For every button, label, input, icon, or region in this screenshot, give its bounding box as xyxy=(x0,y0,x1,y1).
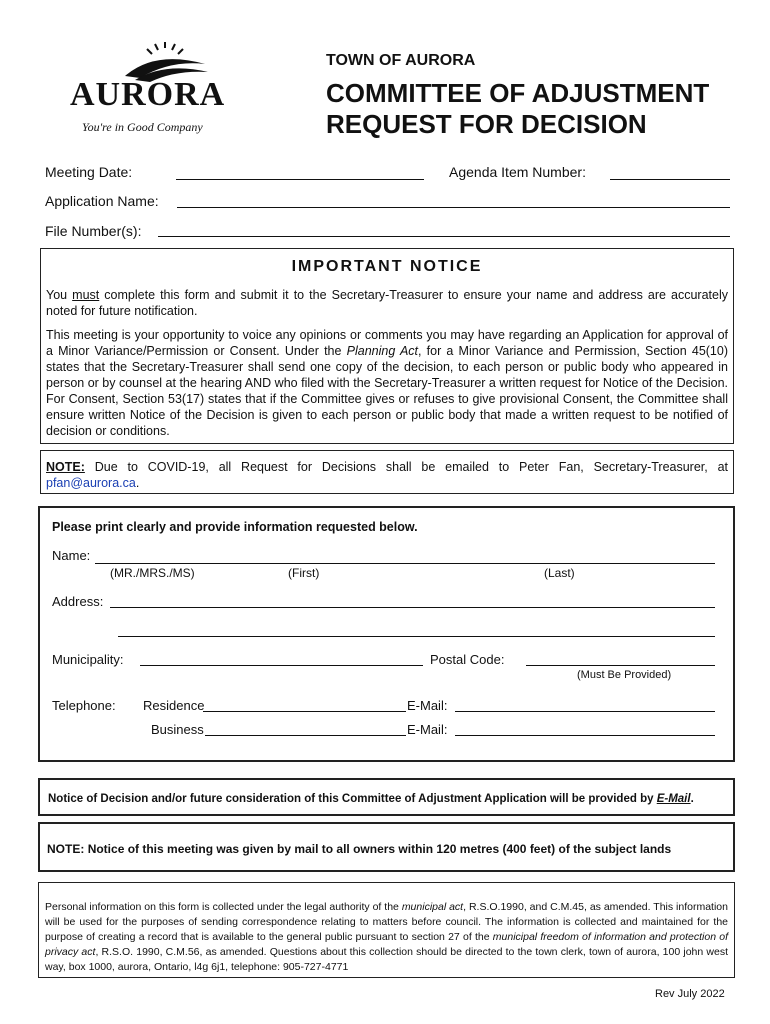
p1-must: must xyxy=(72,288,100,302)
privacy-statement xyxy=(45,900,728,975)
title-line-2: REQUEST FOR DECISION xyxy=(326,109,647,139)
address-field-2[interactable] xyxy=(118,636,715,637)
covid-note xyxy=(46,459,728,491)
first-hint: (First) xyxy=(288,566,320,580)
application-name-field[interactable] xyxy=(177,207,730,208)
mail-note-label: NOTE: xyxy=(47,842,85,856)
residence-phone-field[interactable] xyxy=(203,711,406,712)
privacy-text-c: , R.S.O. 1990, C.M.56, as amended. Questions about this collection should be directed to the town clerk, town of aurora, 100 john west way, box 1000, aurora, Ontario, l4g 6j1, telephone: 905-727-4771 xyxy=(45,946,728,973)
covid-note-end: . xyxy=(135,476,140,490)
email-field-1[interactable] xyxy=(455,711,715,712)
email-label-2: E-Mail: xyxy=(407,722,448,737)
logo-wordmark: AURORA xyxy=(70,76,226,113)
p2-text: This meeting is your opportunity to voice any opinions or comments you may have regarding an Application for approval of a Minor Variance/Permission or Consent. Under the xyxy=(46,328,728,358)
file-numbers-label: File Number(s): xyxy=(45,223,142,239)
covid-note-label: NOTE: xyxy=(46,460,85,474)
municipality-field[interactable] xyxy=(140,665,423,666)
planning-act: Planning Act xyxy=(346,344,419,358)
p1-text: You xyxy=(46,288,73,302)
logo-tagline: You're in Good Company xyxy=(82,120,203,134)
covid-note-text: Due to COVID-19, all Request for Decisions shall be emailed to Peter Fan, Secretary-Treasurer, at xyxy=(84,460,728,474)
meeting-date-field[interactable] xyxy=(176,179,424,180)
postal-code-field[interactable] xyxy=(526,665,715,666)
address-label: Address: xyxy=(52,594,104,609)
decision-notice-end: . xyxy=(690,793,694,805)
p2-text-rest: , for a Minor Variance and Permission, Section 45(10) states that the Secretary-Treasurer shall send one copy of the decision, to each person or public body who appeared in person or by counsel at the hearing AND who filed with the Secretary-Treasurer a written request for Notice of the Decision. For Consent, Section 53(17) states that if the Committee gives or refuses to give provisional Consent, the Committee shall ensure written Notice of the Decision is given to each person or public body that made a written request to be notified of decision or conditions. xyxy=(46,344,728,438)
email-link[interactable]: pfan@aurora.ca xyxy=(46,476,136,490)
decision-notice-text: Notice of Decision and/or future consideration of this Committee of Adjustment Application will be provided by xyxy=(48,793,657,805)
mail-note-text: Notice of this meeting was given by mail to all owners within 120 metres (400 feet) of the subject lands xyxy=(87,842,672,856)
name-label: Name: xyxy=(52,548,91,563)
mail-note xyxy=(47,842,671,856)
agenda-item-field[interactable] xyxy=(610,179,730,180)
mfippa-act: municipal freedom of information and protection of privacy act xyxy=(45,931,728,958)
email-label-1: E-Mail: xyxy=(407,698,448,713)
telephone-label: Telephone: xyxy=(52,698,116,713)
p1-text-rest: complete this form and submit it to the Secretary-Treasurer to ensure your name and address are accurately noted for future notification. xyxy=(46,288,728,318)
notice-paragraph-1 xyxy=(46,287,728,319)
postal-code-label: Postal Code: xyxy=(430,652,505,667)
privacy-text-a: Personal information on this form is collected under the legal authority of the xyxy=(45,901,402,913)
privacy-text-b: , R.S.O.1990, and C.M.45, as amended. This information will be used for the purposes of sending correspondence relating to matters before council. The information is collected and maintained for the purpose of creating a record that is available to the general public pursuant to section 27 of the xyxy=(45,901,728,943)
file-numbers-field[interactable] xyxy=(158,236,730,237)
page-title xyxy=(326,78,709,140)
meeting-date-label: Meeting Date: xyxy=(45,164,133,180)
business-label: Business xyxy=(151,722,204,737)
application-name-label: Application Name: xyxy=(45,193,159,209)
decision-notice xyxy=(48,793,694,805)
info-form-box xyxy=(38,506,735,762)
agenda-item-label: Agenda Item Number: xyxy=(449,164,586,180)
important-notice-title: IMPORTANT NOTICE xyxy=(291,258,483,275)
business-phone-field[interactable] xyxy=(205,735,406,736)
revision-date: Rev July 2022 xyxy=(655,988,725,1000)
address-field-1[interactable] xyxy=(110,607,715,608)
name-field[interactable] xyxy=(95,563,715,564)
form-instruction: Please print clearly and provide information requested below. xyxy=(52,520,418,534)
aurora-logo xyxy=(60,42,240,142)
last-hint: (Last) xyxy=(544,566,575,580)
email-field-2[interactable] xyxy=(455,735,715,736)
notice-paragraph-2 xyxy=(46,327,728,439)
decision-notice-email: E-Mail xyxy=(656,793,691,805)
town-name: TOWN OF AURORA xyxy=(326,52,476,69)
residence-label: Residence xyxy=(143,698,205,713)
must-be-provided-hint: (Must Be Provided) xyxy=(577,669,672,681)
municipality-label: Municipality: xyxy=(52,652,124,667)
mr-mrs-ms-hint: (MR./MRS./MS) xyxy=(110,566,195,580)
municipal-act: municipal act xyxy=(401,901,464,913)
title-line-1: COMMITTEE OF ADJUSTMENT xyxy=(326,78,710,108)
